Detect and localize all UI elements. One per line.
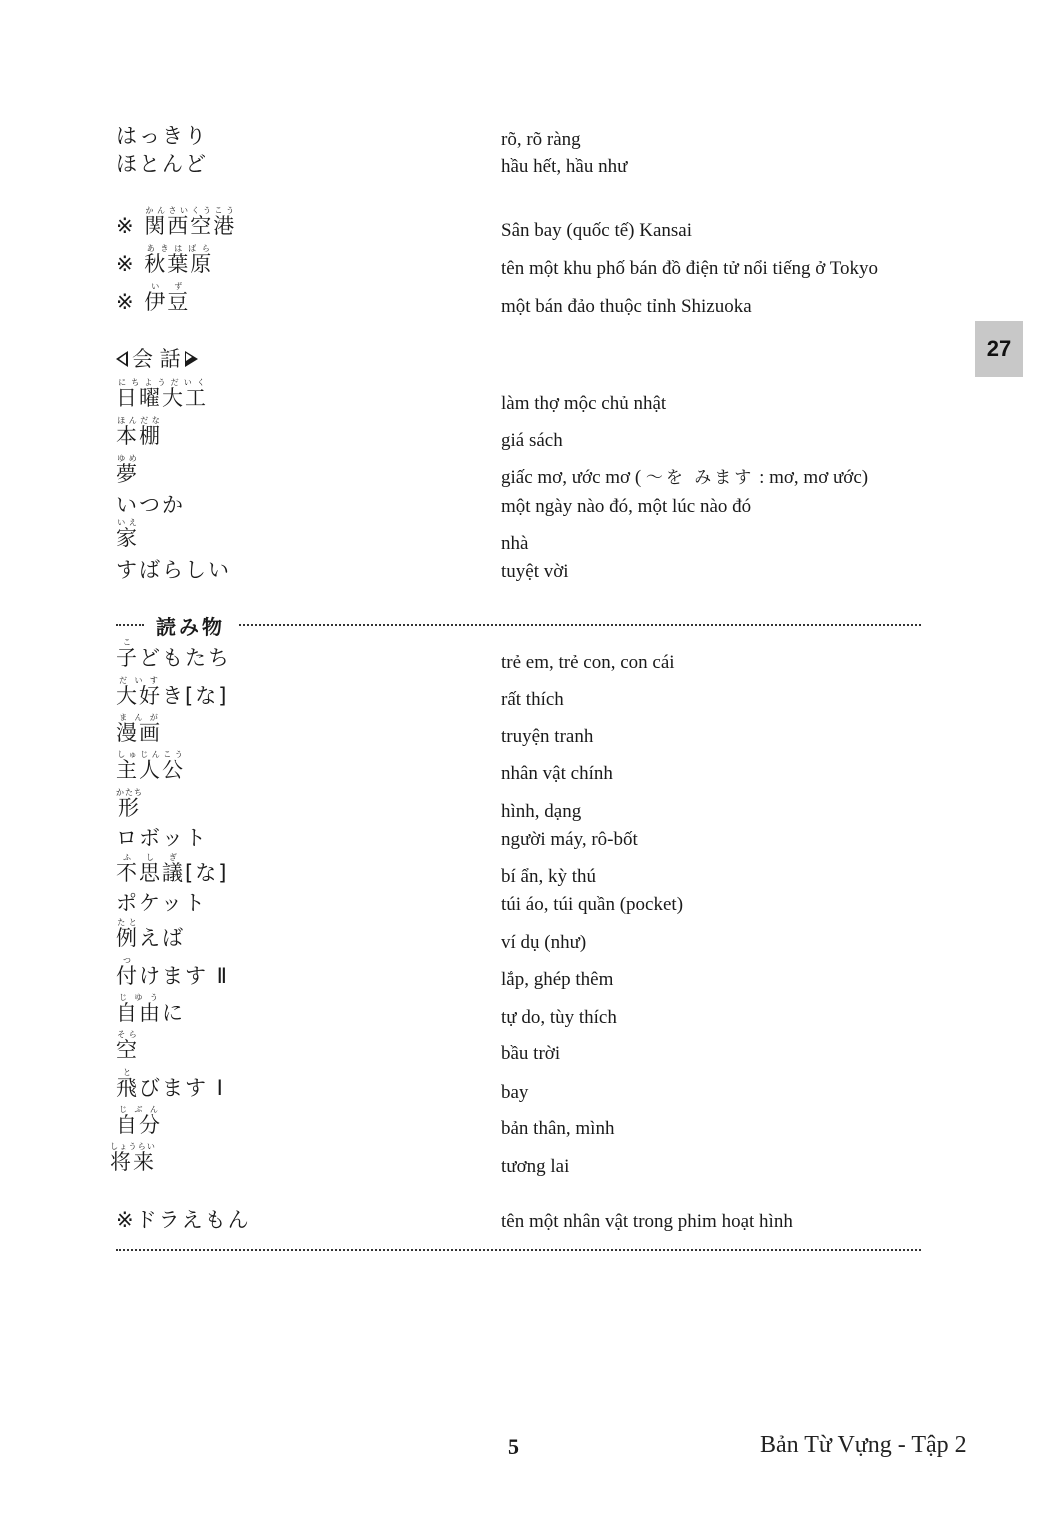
jp-term: はっきり — [116, 124, 208, 148]
furigana: じゆう — [116, 993, 162, 1002]
jp-term: いつか — [116, 493, 185, 517]
jp-term — [116, 853, 228, 885]
kanji: 夢 — [116, 462, 139, 486]
vi-meaning: bí ẩn, kỳ thú — [501, 866, 596, 887]
jp-term: ポケット — [116, 891, 207, 915]
jp-term: ほとんど — [116, 152, 208, 176]
furigana: つ — [116, 956, 139, 965]
vi-meaning: tuyệt vời — [501, 561, 569, 582]
vi-meaning: người máy, rô-bốt — [501, 829, 638, 850]
furigana: まんが — [116, 713, 162, 722]
reference-mark: ※ — [116, 290, 136, 314]
triangle-left-icon — [116, 351, 128, 367]
dotted-leader — [116, 624, 144, 626]
kanji: 自由 — [116, 1001, 162, 1025]
vi-meaning: bay — [501, 1082, 529, 1103]
meaning-text: : mơ, mơ ước) — [754, 467, 869, 488]
jp-term: ロボット — [116, 826, 208, 850]
kanji: 不思議 — [116, 861, 185, 885]
vi-meaning: bản thân, mình — [501, 1118, 615, 1139]
furigana: いえ — [116, 518, 139, 527]
jp-term — [116, 416, 162, 448]
kanji: 飛 — [116, 1076, 139, 1100]
vi-meaning: hình, dạng — [501, 801, 582, 822]
vi-meaning: rất thích — [501, 689, 564, 710]
section-title: 会 話 — [132, 347, 181, 371]
vi-meaning: Sân bay (quốc tế) Kansai — [501, 220, 692, 241]
kanji: 自分 — [116, 1113, 162, 1137]
kanji: 子 — [116, 646, 139, 670]
dotted-leader — [239, 624, 921, 626]
kanji: 漫画 — [116, 721, 162, 745]
vi-meaning: hầu hết, hầu như — [501, 156, 628, 177]
vi-meaning: túi áo, túi quần (pocket) — [501, 894, 684, 915]
kanji: 日曜大工 — [116, 386, 208, 410]
kanji: 形 — [116, 796, 143, 820]
vi-meaning: tự do, tùy thích — [501, 1007, 617, 1028]
page-number: 5 — [508, 1434, 519, 1459]
jp-term — [116, 750, 185, 782]
okurigana: えば — [139, 926, 185, 950]
section-header-yomimono — [116, 612, 921, 638]
kanji: 本棚 — [116, 424, 162, 448]
kanji: 将来 — [110, 1150, 156, 1174]
furigana: だいす — [116, 676, 162, 685]
jp-term — [116, 638, 231, 670]
furigana: あきはばら — [144, 244, 214, 253]
furigana: かんさいくうこう — [144, 206, 237, 215]
dotted-divider — [116, 1249, 921, 1251]
kanji: 関西空港 — [144, 214, 237, 238]
vi-meaning: lắp, ghép thêm — [501, 969, 614, 990]
kanji: 大好 — [116, 684, 162, 708]
vi-meaning: giá sách — [501, 430, 563, 451]
kanji: 主人公 — [116, 758, 185, 782]
okurigana: けます Ⅱ — [139, 964, 230, 988]
jp-term — [116, 918, 185, 950]
furigana: こ — [116, 638, 139, 647]
furigana: ふしぎ — [116, 853, 185, 862]
furigana: しゅじんこう — [116, 750, 185, 759]
vi-meaning: tên một khu phố bán đồ điện tử nổi tiếng ở Tokyo — [501, 258, 878, 279]
jp-term — [116, 956, 229, 988]
jp-inline-phrase: 〜を みます — [645, 468, 755, 488]
section-title: 読み物 — [156, 614, 225, 639]
furigana: たと — [116, 918, 139, 927]
furigana: にちようだいく — [116, 378, 208, 387]
jp-term — [116, 282, 190, 314]
jp-term — [116, 1105, 162, 1137]
vi-meaning: ví dụ (như) — [501, 932, 587, 953]
vi-meaning: trẻ em, trẻ con, con cái — [501, 652, 675, 673]
kanji: 空 — [116, 1038, 139, 1062]
furigana: かたち — [116, 788, 143, 797]
kanji: 例 — [116, 926, 139, 950]
jp-term — [116, 676, 228, 708]
okurigana: き[な] — [162, 684, 229, 708]
vi-meaning: tên một nhân vật trong phim hoạt hình — [501, 1211, 793, 1232]
jp-term — [116, 518, 139, 550]
jp-term — [116, 1068, 225, 1100]
okurigana: に — [162, 1001, 185, 1025]
vi-meaning — [501, 467, 868, 489]
triangle-right-icon — [185, 351, 198, 367]
vi-meaning: rõ, rõ ràng — [501, 129, 581, 150]
vi-meaning: tương lai — [501, 1156, 570, 1177]
kanji: 家 — [116, 526, 139, 550]
jp-term — [116, 454, 139, 486]
book-title: Bản Từ Vựng - Tập 2 — [760, 1432, 967, 1458]
jp-term: すばらしい — [116, 558, 231, 582]
section-header-kaiwa — [116, 346, 198, 372]
furigana: いず — [144, 282, 191, 291]
meaning-text: giấc mơ, ước mơ ( — [501, 467, 646, 488]
kanji: 付 — [116, 964, 139, 988]
kanji: 秋葉原 — [144, 252, 214, 276]
vi-meaning: nhân vật chính — [501, 763, 613, 784]
jp-term — [116, 206, 236, 238]
jp-term — [110, 1142, 156, 1174]
reference-mark: ※ — [116, 214, 136, 238]
vi-meaning: một bán đảo thuộc tỉnh Shizuoka — [501, 296, 752, 317]
furigana: じぶん — [116, 1105, 162, 1114]
furigana: しょうらい — [110, 1142, 156, 1151]
furigana: ほんだな — [116, 416, 162, 425]
jp-term — [116, 378, 208, 410]
jp-term — [116, 788, 143, 820]
jp-term — [116, 713, 162, 745]
chapter-tab: 27 — [975, 321, 1023, 377]
furigana: そら — [116, 1030, 139, 1039]
jp-term — [116, 244, 213, 276]
vi-meaning: nhà — [501, 533, 529, 554]
jp-term — [116, 1030, 139, 1062]
reference-mark: ※ — [116, 252, 136, 276]
jp-term: ※ドラえもん — [116, 1208, 251, 1232]
vi-meaning: làm thợ mộc chủ nhật — [501, 393, 667, 414]
vi-meaning: một ngày nào đó, một lúc nào đó — [501, 496, 752, 517]
okurigana: びます Ⅰ — [139, 1076, 225, 1100]
vi-meaning: bầu trời — [501, 1043, 561, 1064]
kanji: 伊豆 — [144, 290, 191, 314]
okurigana: どもたち — [139, 646, 231, 670]
okurigana: [な] — [185, 861, 229, 885]
furigana: ゆめ — [116, 454, 139, 463]
furigana: と — [116, 1068, 139, 1077]
jp-term — [116, 993, 185, 1025]
vi-meaning: truyện tranh — [501, 726, 594, 747]
